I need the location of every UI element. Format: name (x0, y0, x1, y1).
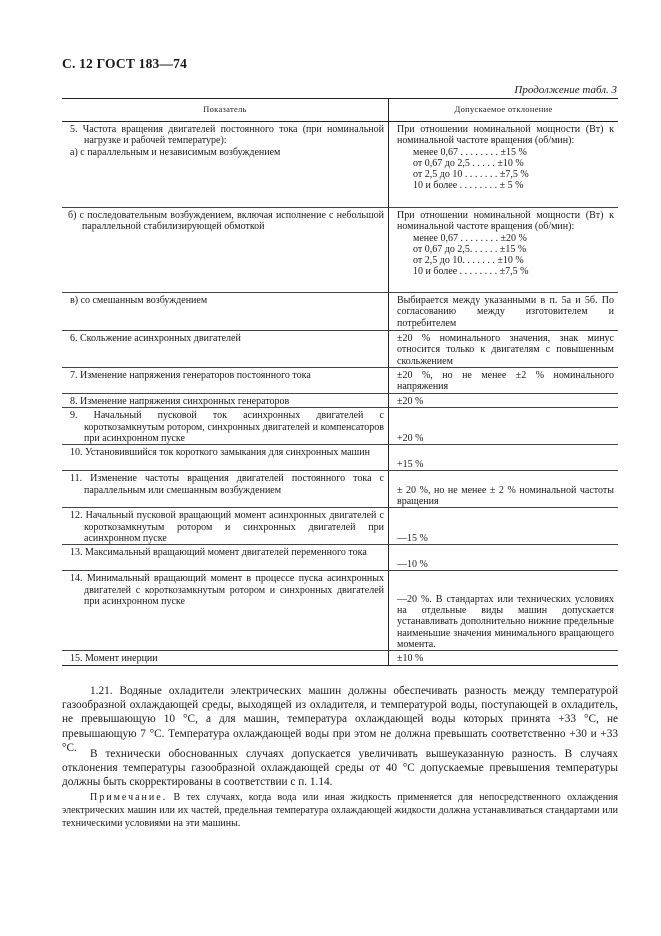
tolerance-cell (389, 293, 619, 331)
column-header-indicator: Показатель (62, 99, 389, 122)
tolerance-text: Выбирается между указанными в п. 5а и 5б. По согласованию между изготовителем и потребителем (397, 295, 614, 329)
indicator-text: 9. Начальный пусковой ток асинхронных двигателей с короткозамкнутым ротором, синхронных двигателей и компенсаторов при асинхронном пуске (70, 410, 384, 444)
tolerance-text: ±20 % (397, 396, 424, 407)
tolerance-text: —15 % (397, 533, 428, 544)
indicator-text: 8. Изменение напряжения синхронных генераторов (70, 396, 290, 407)
tolerance-list-item: от 2,5 до 10 . . . . . . . ±7,5 % (413, 169, 529, 181)
indicator-text: 15. Момент инерции (70, 653, 158, 665)
paragraph-1-21: 1.21. Водяные охладители электрических машин должны обеспечивать разность между температурой газообразной охлаждающей среды, выходящей из охладителя, и температурой воды, поступающей в охладитель, не превышающую 10 °С, а для машин, температура охлаждающей воды которых принята +33 °С, не превышающую 7 °С. Температура охлаждающей воды при этом не должна превышать соответственно +30 и +33 °С. (62, 685, 618, 754)
indicator-text: 5. Частота вращения двигателей постоянного тока (при номинальной нагрузке и рабочей температуре): (70, 124, 384, 147)
indicator-cell (62, 368, 389, 394)
table-header-row (62, 99, 618, 122)
note-text: В тех случаях, когда вода или иная жидкость применяется для непосредственного охлаждения электрических машин или их частей, предельная температура охлаждающей жидкости должна устанавливаться стандартами или техническими условиями на эти машины. (62, 792, 618, 829)
note (62, 791, 618, 830)
table-row (62, 571, 618, 651)
indicator-cell (62, 331, 389, 368)
indicator-text: 6. Скольжение асинхронных двигателей (70, 333, 241, 344)
paragraph-body: В технически обоснованных случаях допускается увеличивать вышеуказанную разность. В случаях отклонения температуры газообразной охлаждающей среды от 40 °С допускаемые превышения температуры должны быть скорректированы в соответствии с п. 1.14. (62, 748, 618, 789)
tolerance-text: —20 %. В стандартах или технических условиях на отдельные виды машин допускается устанавливать дополнительно нижние предельные наименьшие значения минимального вращающего момента. (397, 593, 614, 650)
table-row (62, 508, 618, 545)
tolerance-cell (389, 208, 619, 293)
tolerance-list-item: 10 и более . . . . . . . . ±7,5 % (413, 266, 529, 278)
indicator-text: 12. Начальный пусковой вращающий момент асинхронных двигателей с короткозамкнутым ротором и синхронных двигателей при асинхронном пуске (70, 510, 384, 544)
page-header: С. 12 ГОСТ 183—74 (62, 56, 188, 71)
indicator-text: 13. Максимальный вращающий момент двигателей переменного тока (70, 547, 367, 559)
tolerance-cell (389, 394, 619, 408)
tolerance-cell (389, 122, 619, 208)
tolerance-cell (389, 471, 619, 508)
tolerance-cell (389, 368, 619, 394)
indicator-text: 11. Изменение частоты вращения двигателей постоянного тока с параллельным или смешанным возбуждением (70, 473, 384, 496)
tolerance-list-item: 10 и более . . . . . . . . ± 5 % (413, 180, 524, 192)
table-row (62, 331, 618, 368)
table-row (62, 208, 618, 293)
tolerance-cell (389, 545, 619, 571)
indicator-cell (62, 122, 389, 208)
indicator-text: 7. Изменение напряжения генераторов постоянного тока (70, 370, 311, 381)
tolerance-cell (389, 508, 619, 545)
tolerance-text: При отношении номинальной мощности (Вт) к номинальной частоте вращения (об/мин): (397, 124, 614, 147)
indicator-cell (62, 394, 389, 408)
tolerance-text: ±20 %, но не менее ±2 % номинального напряжения (397, 370, 614, 393)
indicator-cell (62, 445, 389, 471)
indicator-cell (62, 408, 389, 445)
indicator-cell (62, 508, 389, 545)
indicator-text: б) с последовательным возбуждением, включая исполнение с небольшой параллельной стабилизирующей обмоткой (68, 210, 384, 233)
indicator-cell (62, 471, 389, 508)
tolerance-text: +15 % (397, 459, 424, 470)
column-header-tolerance: Допускаемое отклонение (389, 99, 619, 122)
indicator-cell (62, 545, 389, 571)
tolerance-list-item: от 0,67 до 2,5. . . . . . ±15 % (413, 243, 527, 255)
table-row (62, 445, 618, 471)
table-row (62, 651, 618, 665)
tolerance-list-item: менее 0,67 . . . . . . . . ±15 % (413, 146, 527, 158)
tolerance-table (62, 98, 618, 666)
table-row (62, 408, 618, 445)
tolerance-text: —10 % (397, 559, 428, 570)
tolerance-cell (389, 445, 619, 471)
table-row (62, 293, 618, 331)
tolerance-list-item: менее 0,67 . . . . . . . . ±20 % (413, 232, 527, 244)
tolerance-list-item: от 2,5 до 10. . . . . . . ±10 % (413, 255, 524, 267)
tolerance-cell (389, 331, 619, 368)
indicator-cell (62, 293, 389, 331)
table-row (62, 368, 618, 394)
tolerance-cell (389, 571, 619, 651)
tolerance-cell (389, 408, 619, 445)
indicator-text: 14. Минимальный вращающий момент в процессе пуска асинхронных двигателей с короткозамкнутым ротором и синхронных двигателей при асинхронном пуске (70, 573, 384, 607)
indicator-text: 10. Установившийся ток короткого замыкания для синхронных машин (70, 447, 370, 459)
indicator-cell (62, 651, 389, 665)
indicator-subtext: а) с параллельным и независимым возбуждением (70, 146, 281, 158)
table-continuation-label: Продолжение табл. 3 (514, 84, 617, 96)
indicator-cell (62, 208, 389, 293)
tolerance-text: При отношении номинальной мощности (Вт) к номинальной частоте вращения (об/мин): (397, 210, 614, 233)
table-row (62, 122, 618, 208)
indicator-text: в) со смешанным возбуждением (70, 295, 208, 306)
tolerance-cell (389, 651, 619, 665)
table-row (62, 394, 618, 408)
tolerance-text: ±10 % (397, 653, 424, 665)
tolerance-list-item: от 0,67 до 2,5 . . . . . ±10 % (413, 157, 524, 169)
table-row (62, 545, 618, 571)
note-label: Примечание. (90, 792, 168, 803)
table-row (62, 471, 618, 508)
indicator-cell (62, 571, 389, 651)
tolerance-text: ±20 % номинального значения, знак минус относится только к двигателям с повышенным скольжением (397, 333, 614, 367)
tolerance-text: ± 20 %, но не менее ± 2 % номинальной частоты вращения (397, 484, 614, 507)
tolerance-text: +20 % (397, 433, 424, 444)
